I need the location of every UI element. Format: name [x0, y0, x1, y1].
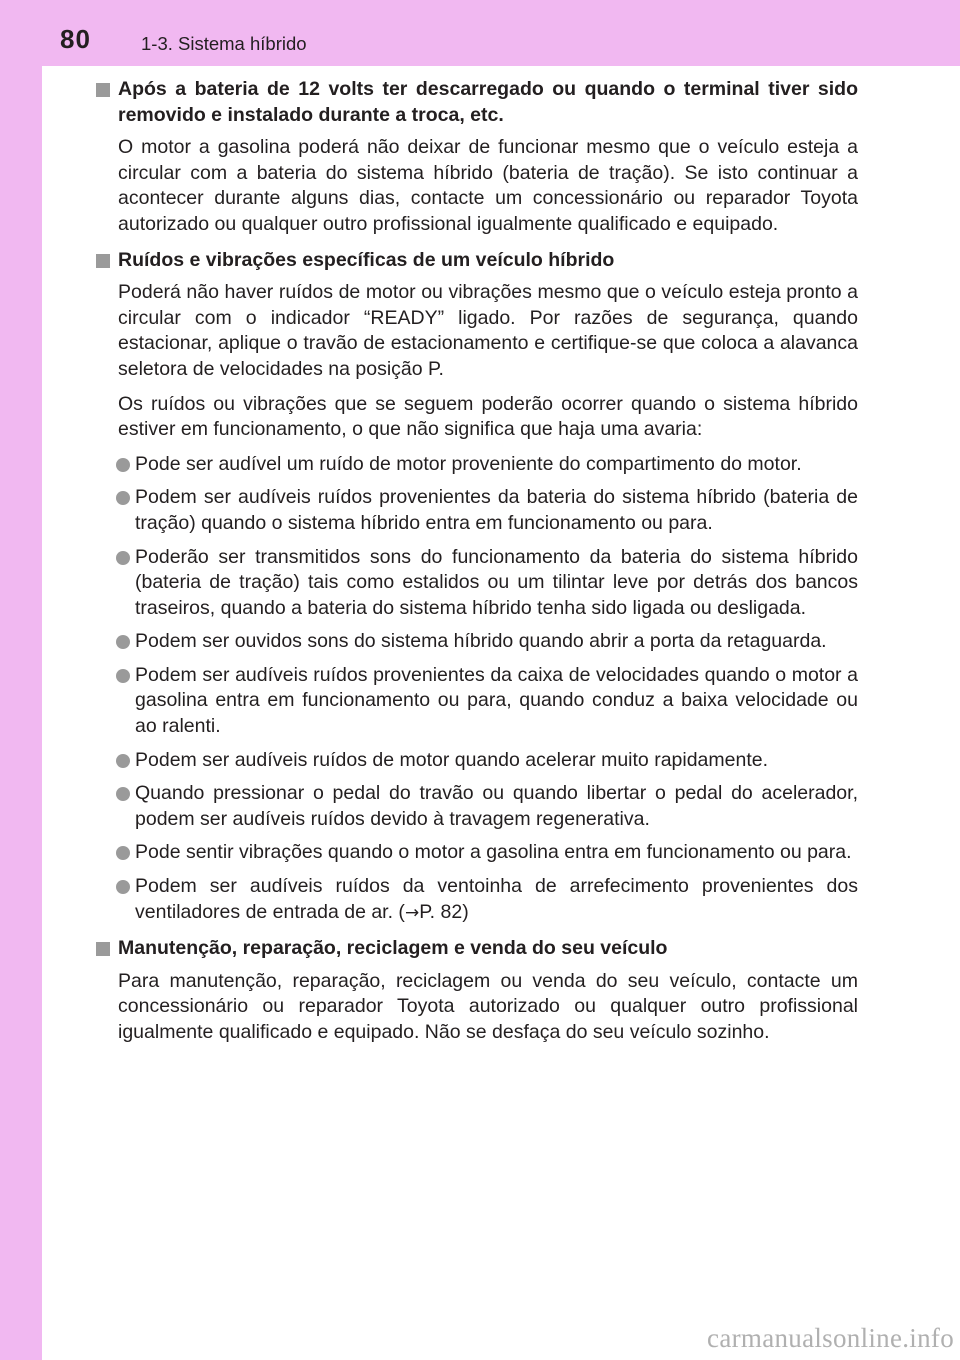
square-bullet-icon: [96, 254, 110, 268]
list-item: [94, 452, 858, 478]
circle-bullet-icon: [116, 635, 130, 649]
circle-bullet-icon: [116, 754, 130, 768]
section-battery-discharge: [94, 77, 858, 238]
paragraph: Para manutenção, reparação, reciclagem ou venda do seu veículo, contacte um concessionário ou reparador Toyota autorizado ou qualquer outro profissional igualmente qualificado e equipado. Não se desfaça do seu veículo sozinho.: [118, 969, 858, 1043]
section-noise-vibration: [94, 248, 858, 927]
list-item: [94, 629, 858, 655]
circle-bullet-icon: [116, 880, 130, 894]
circle-bullet-icon: [116, 491, 130, 505]
list-item-text: Pode sentir vibrações quando o motor a gasolina entra em funcionamento ou para.: [135, 841, 852, 864]
paragraph: Poderá não haver ruídos de motor ou vibrações mesmo que o veículo esteja pronto a circular com o indicador “READY” ligado. Por razões de segurança, quando estacionar, aplique o travão de estacionamento e certifique-se que coloca a alavanca seletora de velocidades na posição P.: [118, 281, 858, 380]
chapter-title: 1-3. Sistema híbrido: [141, 33, 307, 54]
list-item-text: Quando pressionar o pedal do travão ou quando libertar o pedal do acelerador, podem ser audíveis ruídos devido à travagem regenerativa.: [135, 782, 858, 830]
list-item: [94, 840, 858, 866]
page-content: [94, 77, 858, 1056]
list-item: [94, 781, 858, 832]
page-number: 80: [60, 24, 91, 54]
square-bullet-icon: [96, 942, 110, 956]
paragraph: O motor a gasolina poderá não deixar de funcionar mesmo que o veículo esteja a circular com a bateria do sistema híbrido (bateria de tração). Se isto continuar a acontecer durante alguns dias, contacte um concessionário ou reparador Toyota autorizado ou qualquer outro profissional igualmente qualificado e equipado.: [118, 136, 858, 235]
circle-bullet-icon: [116, 787, 130, 801]
list-item: [94, 748, 858, 774]
square-bullet-icon: [96, 83, 110, 97]
section-heading: [94, 248, 858, 274]
list-item-text: Podem ser audíveis ruídos provenientes da caixa de velocidades quando o motor a gasolina entra em funcionamento ou para, quando conduz a baixa velocidade ou ao ralenti.: [135, 663, 858, 738]
section-heading-text: Ruídos e vibrações específicas de um veículo híbrido: [118, 248, 615, 271]
list-item-text: Podem ser audíveis ruídos provenientes da bateria do sistema híbrido (bateria de tração) quando o sistema híbrido entra em funcionamento ou para.: [135, 486, 858, 534]
list-item: [94, 545, 858, 622]
section-maintenance: [94, 936, 858, 1045]
circle-bullet-icon: [116, 458, 130, 472]
list-item: [94, 874, 858, 926]
circle-bullet-icon: [116, 846, 130, 860]
list-item-text: Podem ser audíveis ruídos de motor quando acelerar muito rapidamente.: [135, 748, 769, 771]
list-item-text: Podem ser ouvidos sons do sistema híbrido quando abrir a porta da retaguarda.: [135, 630, 827, 653]
page-reference-link[interactable]: P. 82): [419, 900, 469, 923]
list-item-text: Podem ser audíveis ruídos da ventoinha de arrefecimento provenientes dos ventiladores de entrada de ar. (: [135, 875, 858, 923]
section-heading: [94, 936, 858, 962]
list-item: [94, 663, 858, 740]
list-item-text: Poderão ser transmitidos sons do funcionamento da bateria do sistema híbrido (bateria de tração) tais como estalidos ou um tilintar leve por detrás dos bancos traseiros, quando a bateria do sistema híbrido tenha sido ligada ou desligada.: [135, 545, 858, 619]
list-item-text: Pode ser audível um ruído de motor proveniente do compartimento do motor.: [135, 452, 802, 475]
circle-bullet-icon: [116, 669, 130, 683]
section-heading: [94, 77, 858, 128]
watermark: carmanualsonline.info: [707, 1323, 954, 1353]
chapter-tab-strip: [0, 0, 42, 1360]
list-item: [94, 485, 858, 536]
arrow-right-icon: →: [404, 902, 420, 923]
circle-bullet-icon: [116, 551, 130, 565]
section-heading-text: Após a bateria de 12 volts ter descarregado ou quando o terminal tiver sido removido e instalado durante a troca, etc.: [118, 78, 858, 126]
section-heading-text: Manutenção, reparação, reciclagem e venda do seu veículo: [118, 937, 668, 960]
paragraph: Os ruídos ou vibrações que se seguem poderão ocorrer quando o sistema híbrido estiver em funcionamento, o que não significa que haja uma avaria:: [118, 392, 858, 441]
